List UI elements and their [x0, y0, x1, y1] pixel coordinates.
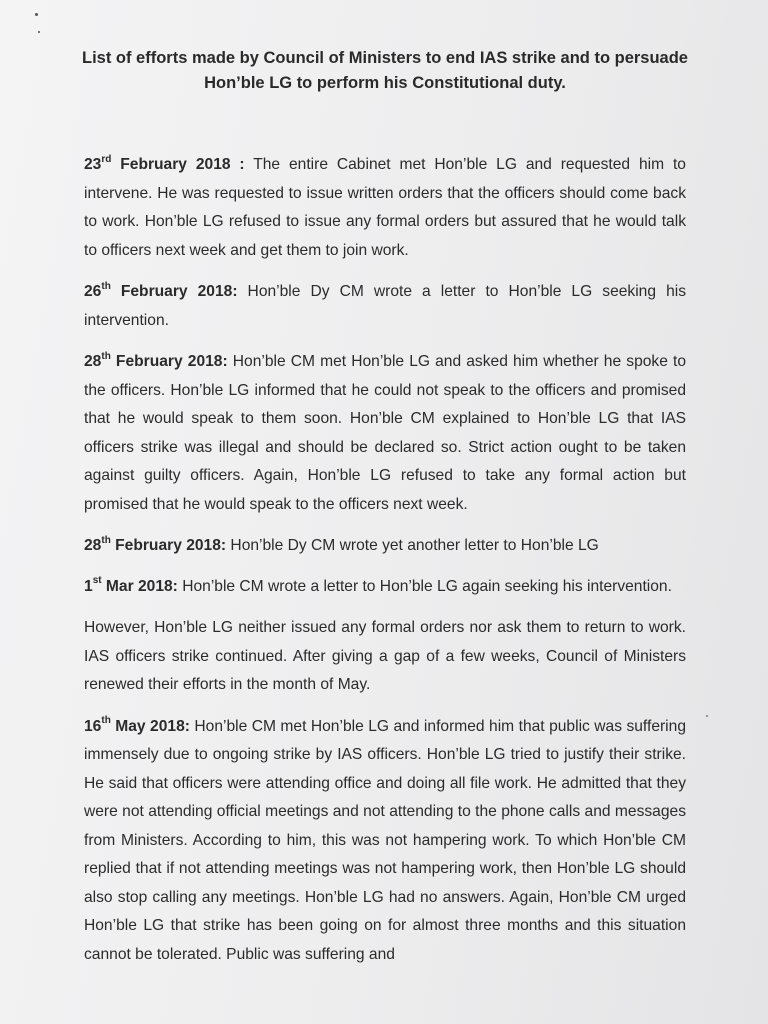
entry-date: 28th February 2018:: [84, 350, 228, 370]
paper-speck: [706, 715, 708, 717]
entry-1-mar: [84, 573, 686, 602]
entry-28-feb-meeting: [84, 348, 686, 519]
paragraph-however: However, Hon’ble LG neither issued any formal orders nor ask them to return to work. IAS officers strike continued. After giving a gap of a few weeks, Council of Ministers renewed their efforts in the month of May.: [84, 619, 686, 693]
document-title: [60, 46, 710, 96]
entry-date: 1st Mar 2018:: [84, 575, 178, 595]
entry-23-feb: [84, 151, 686, 265]
entry-date: 23rd February 2018 :: [84, 153, 245, 173]
paper-speck: [35, 13, 38, 16]
entry-28-feb-letter: [84, 532, 686, 561]
entry-text: Hon’ble CM wrote a letter to Hon’ble LG again seeking his intervention.: [177, 577, 672, 595]
entry-text: Hon’ble Dy CM wrote a letter to Hon’ble LG seeking his intervention.: [84, 283, 687, 329]
entry-text: Hon’ble Dy CM wrote yet another letter to Hon’ble LG: [226, 537, 599, 554]
entry-26-feb: [84, 278, 686, 335]
title-line-1: List of efforts made by Council of Ministers to end IAS strike and to persuade: [81, 49, 688, 67]
entry-text: Hon’ble CM met Hon’ble LG and informed him that public was suffering immensely due to ongoing strike by IAS officers. Hon’ble LG tried to justify their strike. He said that officers were attending office and doing all file work. He admitted that they were not attending official meetings and not attending to the phone calls and messages from Ministers. According to him, this was not hampering work. To which Hon’ble CM replied that if not attending meetings was not hampering work, then Hon’ble LG should also stop calling any meetings. Hon’ble LG had no answers. Again, Hon’ble CM urged Hon’ble LG that strike has been going on for almost three months and this situation cannot be tolerated. Public was suffering and: [84, 717, 686, 963]
entry-16-may: [84, 713, 686, 970]
entry-date: 16th May 2018:: [84, 715, 190, 735]
document-body: [84, 151, 686, 982]
entry-text: The entire Cabinet met Hon’ble LG and requested him to intervene. He was requested to issue written orders that the officers should come back to work. Hon’ble LG refused to issue any formal orders but assured that he would talk to officers next week and get them to join work.: [84, 156, 686, 259]
title-line-2: Hon’ble LG to perform his Constitutional duty.: [204, 74, 566, 92]
paper-speck: [38, 31, 40, 33]
entry-text: Hon’ble CM met Hon’ble LG and asked him whether he spoke to the officers. Hon’ble LG informed that he could not speak to the officers and promised that he would speak to them soon. Hon’ble CM explained to Hon’ble LG that IAS officers strike was illegal and should be declared so. Strict action ought to be taken against guilty officers. Again, Hon’ble LG refused to take any formal action but promised that he would speak to the officers next week.: [84, 353, 686, 513]
entry-date: 28th February 2018:: [84, 534, 227, 554]
entry-date: 26th February 2018:: [84, 280, 238, 300]
